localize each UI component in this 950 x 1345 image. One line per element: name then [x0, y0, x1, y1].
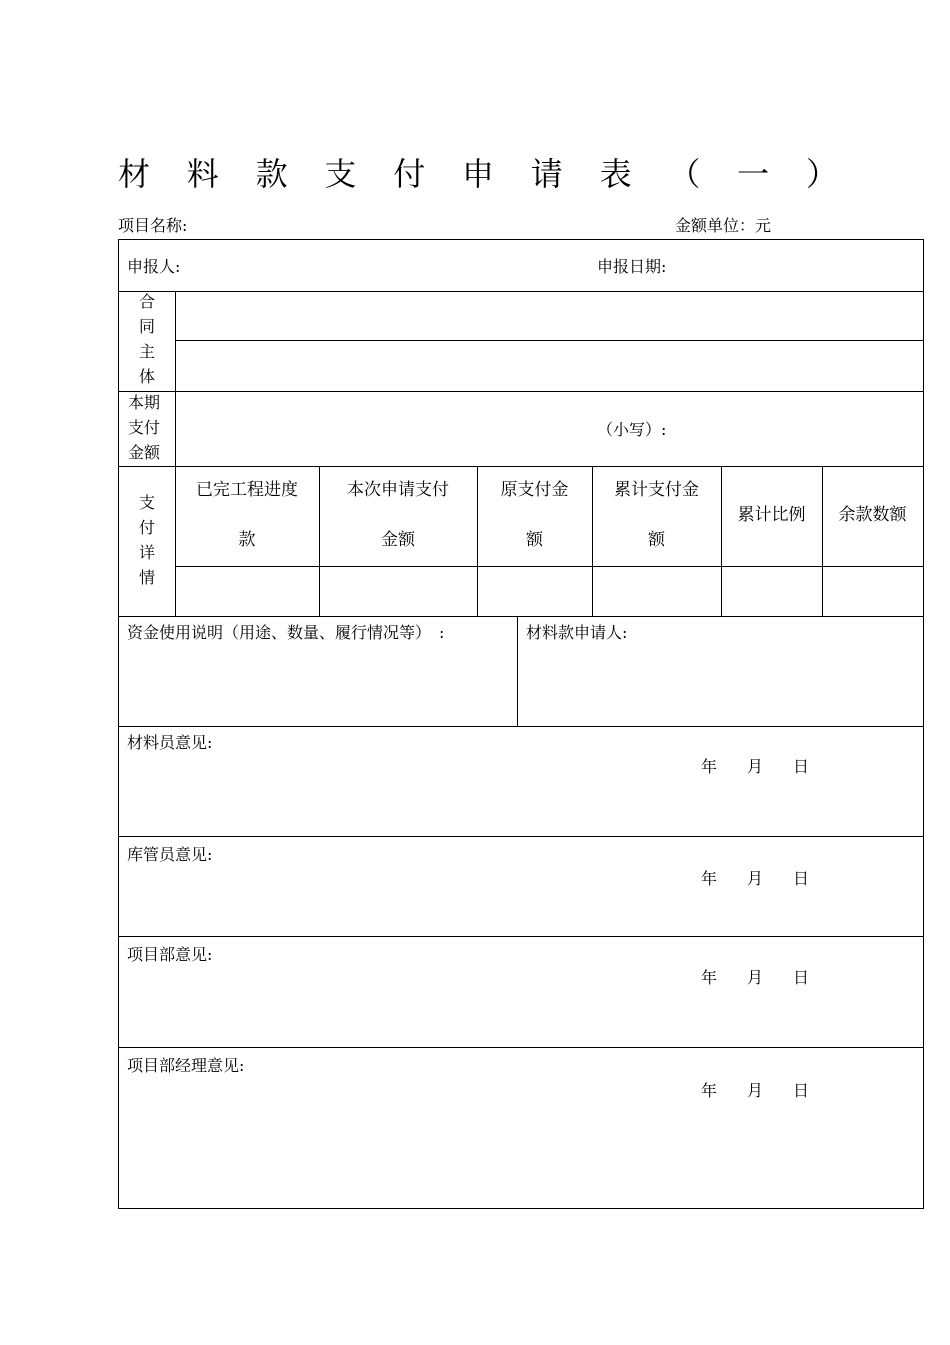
fund-usage-field[interactable] [127, 644, 512, 722]
warehouse-opinion-label: 库管员意见: [127, 845, 213, 864]
title-char: 表 [599, 155, 632, 193]
material-applicant-field[interactable] [526, 644, 916, 722]
original-paid-input[interactable] [478, 567, 592, 615]
fund-usage-label: 资金使用说明（用途、数量、履行情况等） : [127, 623, 445, 642]
warehouse-opinion-field[interactable] [127, 890, 907, 932]
column-header-balance: 余款数额 [838, 505, 907, 525]
current-payment-label: 本期 支付 金额 [127, 393, 160, 462]
cumulative-paid-input[interactable] [593, 567, 721, 615]
form-title [118, 150, 838, 194]
balance-input[interactable] [823, 567, 923, 615]
applicant-field[interactable] [249, 248, 569, 280]
title-char: 请 [530, 155, 563, 193]
project-dept-date: 年 月 日 [701, 968, 810, 987]
project-manager-opinion-label: 项目部经理意见: [127, 1056, 245, 1075]
column-header-cumulative-paid: 累计支付金 额 [614, 480, 699, 550]
contract-subject-label: 合 同 主 体 [138, 292, 155, 386]
contract-subject-field-1[interactable] [176, 292, 923, 340]
material-staff-opinion-field[interactable] [127, 780, 907, 832]
project-dept-opinion-label: 项目部意见: [127, 945, 213, 964]
amount-unit-label: 金额单位：元 [675, 216, 772, 235]
warehouse-date: 年 月 日 [701, 869, 810, 888]
material-applicant-label: 材料款申请人: [526, 623, 628, 642]
title-char: 材 [118, 155, 151, 193]
column-header-cumulative-ratio: 累计比例 [737, 505, 806, 525]
title-char: 申 [461, 155, 494, 193]
title-char: 支 [324, 155, 357, 193]
title-char: 一 [737, 155, 770, 193]
payment-details-label: 支 付 详 情 [138, 493, 155, 587]
project-name-label: 项目名称: [118, 216, 188, 235]
report-date-field[interactable] [679, 248, 909, 280]
report-date-label: 申报日期: [597, 257, 667, 276]
payment-form-table [118, 239, 924, 1209]
title-char: （ [668, 155, 701, 193]
applicant-label: 申报人: [127, 257, 181, 276]
lowercase-amount-field[interactable] [679, 405, 909, 445]
project-dept-opinion-field[interactable] [127, 990, 907, 1042]
material-staff-date: 年 月 日 [701, 757, 810, 776]
contract-subject-field-2[interactable] [176, 341, 923, 390]
column-header-completed-progress: 已完工程进度 款 [196, 480, 298, 550]
title-char: ） [805, 155, 838, 193]
title-char: 料 [186, 155, 219, 193]
cumulative-ratio-input[interactable] [722, 567, 822, 615]
title-char: 款 [255, 155, 288, 193]
lowercase-amount-label: （小写）: [597, 420, 667, 439]
current-request-input[interactable] [320, 567, 477, 615]
project-manager-opinion-field[interactable] [127, 1102, 907, 1202]
project-manager-date: 年 月 日 [701, 1081, 810, 1100]
column-header-original-paid: 原支付金 额 [500, 480, 569, 550]
material-staff-opinion-label: 材料员意见: [127, 733, 213, 752]
column-header-current-request: 本次申请支付 金额 [347, 480, 449, 550]
completed-progress-input[interactable] [176, 567, 319, 615]
title-char: 付 [393, 155, 426, 193]
